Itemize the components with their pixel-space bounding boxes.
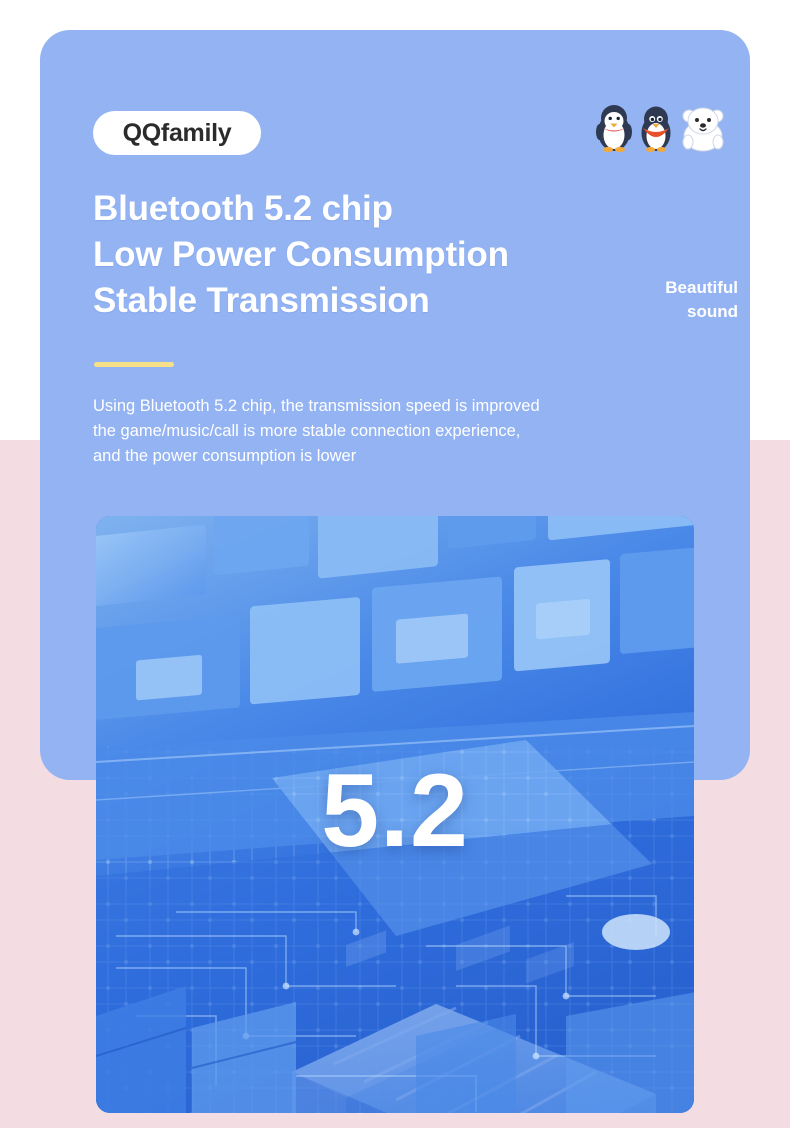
body-copy-line-2: the game/music/call is more stable connection experience, xyxy=(93,422,521,440)
qq-penguin-orange-mascot-icon xyxy=(639,104,673,157)
body-copy-line-1: Using Bluetooth 5.2 chip, the transmission speed is improved xyxy=(93,397,540,415)
mascot-group xyxy=(595,102,727,157)
brand-badge xyxy=(93,111,261,155)
tagline xyxy=(618,276,738,324)
penguin-mascot-icon xyxy=(595,102,633,157)
headline xyxy=(93,186,509,324)
headline-line-3: Stable Transmission xyxy=(93,281,430,320)
brand-name: QQfamily xyxy=(122,118,232,147)
tagline-line-2: sound xyxy=(687,302,738,321)
polar-bear-mascot-icon xyxy=(679,102,727,157)
body-copy xyxy=(93,394,693,469)
chip-version-label: 5.2 xyxy=(321,753,469,869)
chip-photo xyxy=(96,516,694,1113)
body-copy-line-3: and the power consumption is lower xyxy=(93,447,357,465)
tagline-line-1: Beautiful xyxy=(665,278,738,297)
headline-line-2: Low Power Consumption xyxy=(93,235,509,274)
accent-divider xyxy=(94,362,174,367)
headline-line-1: Bluetooth 5.2 chip xyxy=(93,189,393,228)
